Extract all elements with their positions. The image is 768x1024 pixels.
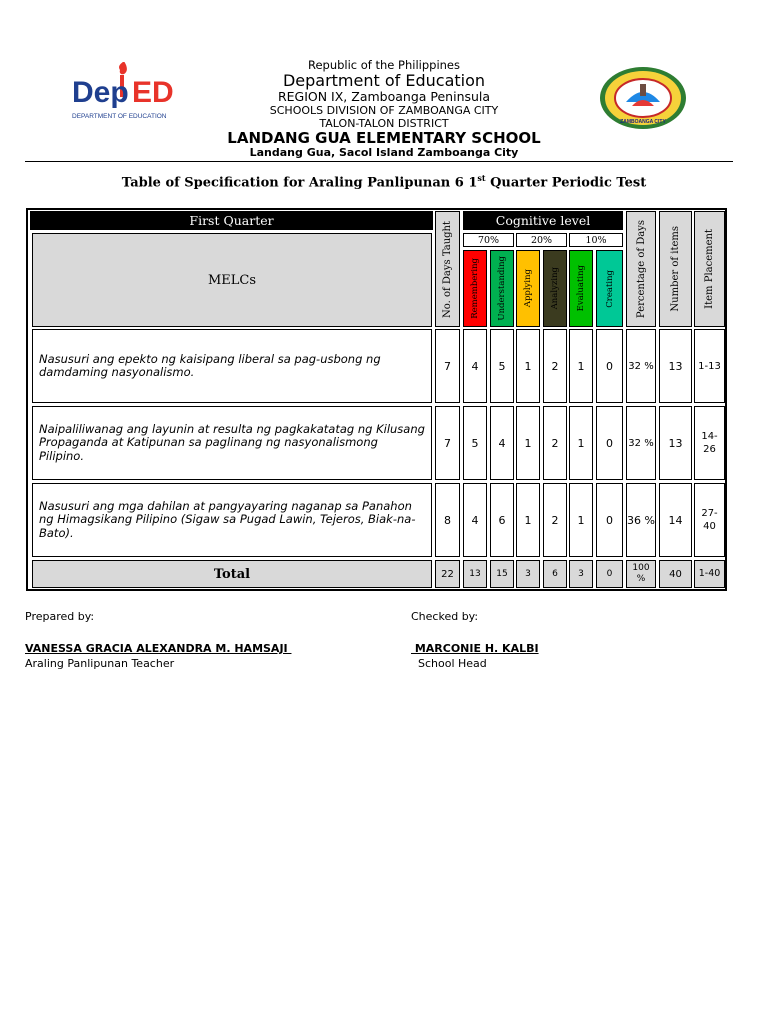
header-school: LANDANG GUA ELEMENTARY SCHOOL xyxy=(227,129,541,147)
row-2-applying: 1 xyxy=(516,406,540,480)
prepared-by-name: VANESSA GRACIA ALEXANDRA M. HAMSAJI xyxy=(25,642,292,655)
level-evaluating: Evaluating xyxy=(569,250,593,327)
pct-days-header: Percentage of Days xyxy=(626,211,656,327)
total-applying: 3 xyxy=(516,560,540,588)
svg-text:ED: ED xyxy=(132,76,174,109)
row-3-applying: 1 xyxy=(516,483,540,557)
header-divider xyxy=(25,161,733,162)
quarter-header: First Quarter xyxy=(30,211,433,230)
row-2-placement: 14-26 xyxy=(694,406,725,480)
row-3-percentage: 36 % xyxy=(626,483,656,557)
group-70-percent: 70% xyxy=(463,233,514,247)
group-20-percent: 20% xyxy=(516,233,567,247)
row-3-creating: 0 xyxy=(596,483,623,557)
prepared-by-label: Prepared by: xyxy=(25,610,95,623)
checked-by-role: School Head xyxy=(418,657,487,670)
specification-table xyxy=(26,208,727,591)
total-percentage: 100 % xyxy=(626,560,656,588)
row-3-days: 8 xyxy=(435,483,460,557)
level-creating: Creating xyxy=(596,250,623,327)
row-1-remembering: 4 xyxy=(463,329,487,403)
row-1-understanding: 5 xyxy=(490,329,514,403)
row-1-percentage: 32 % xyxy=(626,329,656,403)
melc-row-3: Nasusuri ang mga dahilan at pangyayaring naganap sa Panahon ng Himagsikang Pilipino (Sigaw sa Pugad Lawin, Tejeros, Biak-na-Bato). xyxy=(32,483,432,557)
row-1-placement: 1-13 xyxy=(694,329,725,403)
svg-text:DEPARTMENT OF EDUCATION: DEPARTMENT OF EDUCATION xyxy=(72,113,167,120)
total-label: Total xyxy=(32,560,432,588)
row-2-evaluating: 1 xyxy=(569,406,593,480)
row-2-understanding: 4 xyxy=(490,406,514,480)
level-remembering: Remembering xyxy=(463,250,487,327)
days-taught-header: No. of Days Taught xyxy=(435,211,460,327)
row-2-analyzing: 2 xyxy=(543,406,567,480)
row-1-evaluating: 1 xyxy=(569,329,593,403)
header-division: SCHOOLS DIVISION OF ZAMBOANGA CITY xyxy=(269,104,499,117)
row-2-items: 13 xyxy=(659,406,692,480)
total-remembering: 13 xyxy=(463,560,487,588)
total-days: 22 xyxy=(435,560,460,588)
checked-by-name: MARCONIE H. KALBI xyxy=(411,642,539,655)
num-items-header: Number of items xyxy=(659,211,692,327)
level-understanding: Understanding xyxy=(490,250,514,327)
header-region: REGION IX, Zamboanga Peninsula xyxy=(277,89,491,104)
total-placement: 1-40 xyxy=(694,560,725,588)
row-3-remembering: 4 xyxy=(463,483,487,557)
row-1-creating: 0 xyxy=(596,329,623,403)
row-1-days: 7 xyxy=(435,329,460,403)
header-republic: Republic of the Philippines xyxy=(307,58,461,72)
header-address: Landang Gua, Sacol Island Zamboanga City xyxy=(249,146,519,159)
row-1-items: 13 xyxy=(659,329,692,403)
row-2-creating: 0 xyxy=(596,406,623,480)
document-title: Table of Specification for Araling Panlipunan 6 1st Quarter Periodic Test xyxy=(121,173,647,191)
row-3-analyzing: 2 xyxy=(543,483,567,557)
level-analyzing: Analyzing xyxy=(543,250,567,327)
melcs-header: MELCs xyxy=(32,233,432,327)
melc-row-1: Nasusuri ang epekto ng kaisipang liberal sa pag-usbong ng damdaming nasyonalismo. xyxy=(32,329,432,403)
row-2-remembering: 5 xyxy=(463,406,487,480)
row-2-percentage: 32 % xyxy=(626,406,656,480)
header-department: Department of Education xyxy=(282,71,486,90)
svg-text:ZAMBOANGA CITY: ZAMBOANGA CITY xyxy=(620,119,666,125)
level-applying: Applying xyxy=(516,250,540,327)
total-evaluating: 3 xyxy=(569,560,593,588)
cognitive-level-header: Cognitive level xyxy=(463,211,623,230)
row-3-placement: 27-40 xyxy=(694,483,725,557)
row-3-evaluating: 1 xyxy=(569,483,593,557)
header-district: TALON-TALON DISTRICT xyxy=(319,117,449,130)
svg-text:Dep: Dep xyxy=(72,76,129,109)
row-1-applying: 1 xyxy=(516,329,540,403)
row-2-days: 7 xyxy=(435,406,460,480)
total-items: 40 xyxy=(659,560,692,588)
prepared-by-role: Araling Panlipunan Teacher xyxy=(25,657,175,670)
row-3-items: 14 xyxy=(659,483,692,557)
row-1-analyzing: 2 xyxy=(543,329,567,403)
total-understanding: 15 xyxy=(490,560,514,588)
total-creating: 0 xyxy=(596,560,623,588)
group-10-percent: 10% xyxy=(569,233,623,247)
checked-by-label: Checked by: xyxy=(411,610,479,623)
row-3-understanding: 6 xyxy=(490,483,514,557)
total-analyzing: 6 xyxy=(543,560,567,588)
melc-row-2: Naipaliliwanag ang layunin at resulta ng pagkakatatag ng Kilusang Propaganda at Katipunan sa paglinang ng nasyonalismong Pilipino. xyxy=(32,406,432,480)
item-placement-header: Item Placement xyxy=(694,211,725,327)
